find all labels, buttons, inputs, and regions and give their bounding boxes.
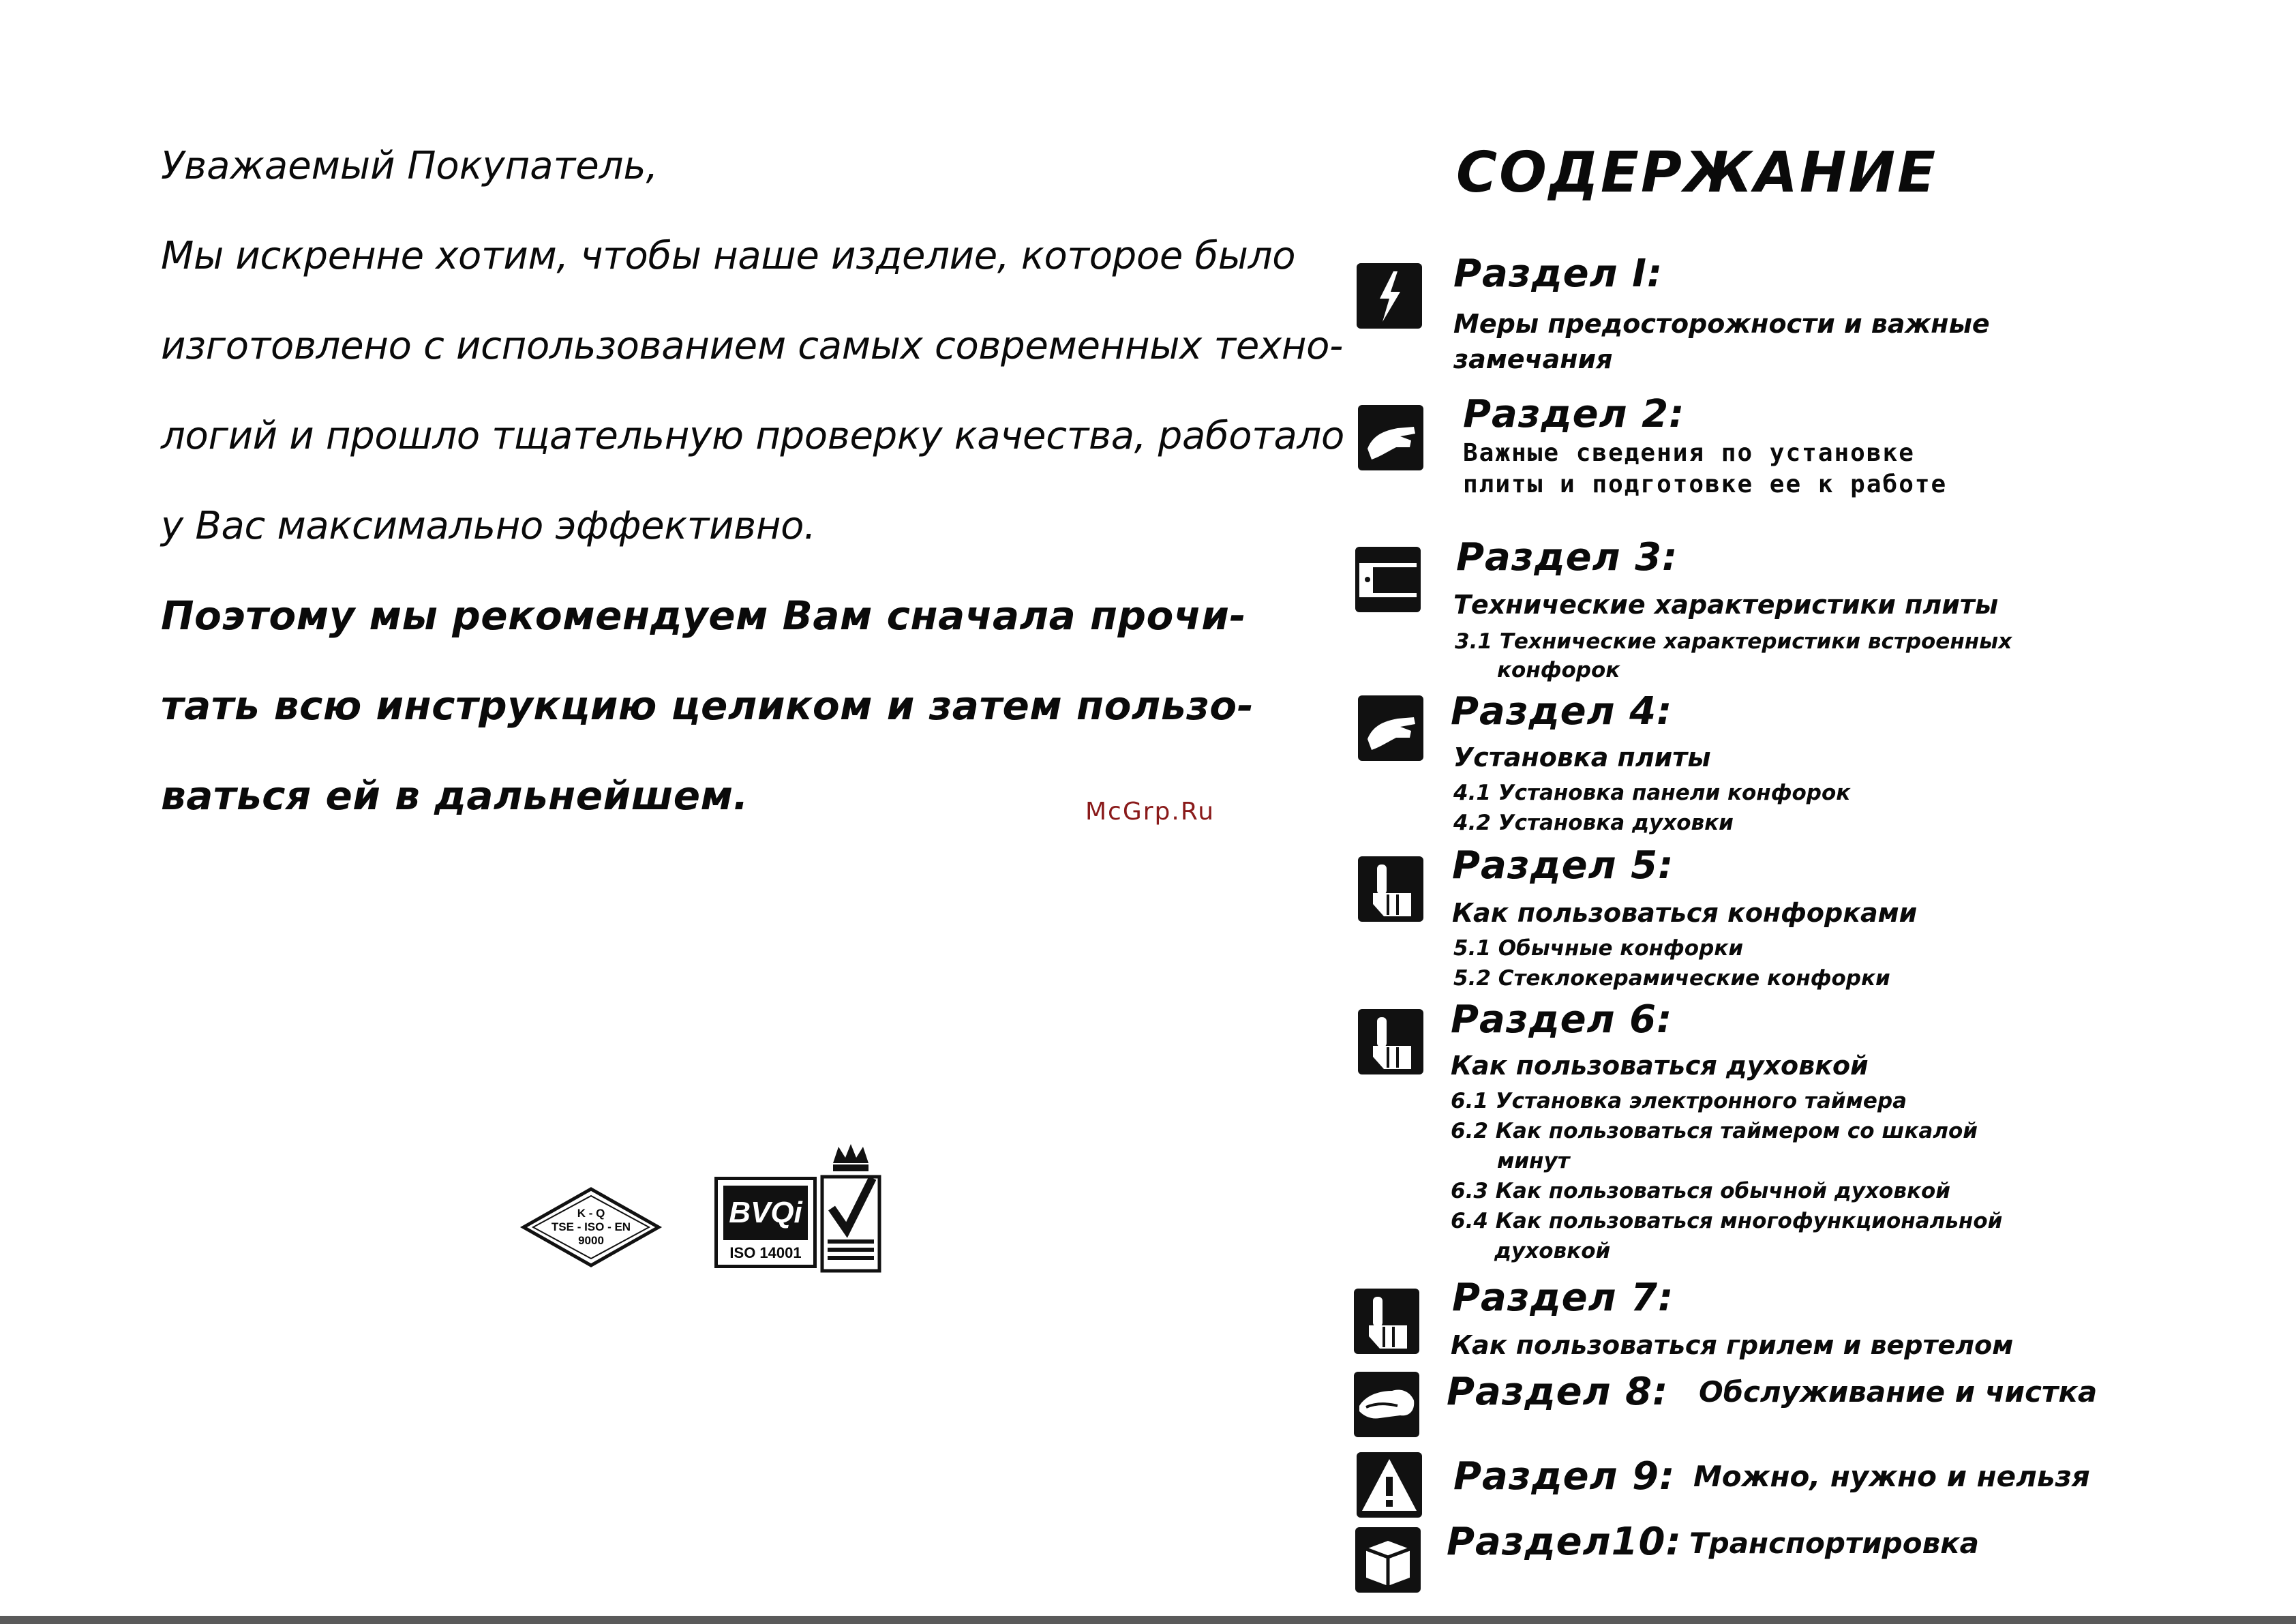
section-2-title: плиты и подготовке ее к работе	[1463, 470, 1948, 498]
section-6-subitem: духовкой	[1494, 1239, 1611, 1263]
kq-certification-logo	[519, 1186, 663, 1268]
section-7-heading: Раздел 7:	[1452, 1276, 1674, 1320]
section-6-title: Как пользоваться духовкой	[1451, 1051, 1869, 1081]
warning-triangle-icon	[1355, 1451, 1423, 1519]
section-10-title: Транспортировка	[1689, 1527, 1980, 1560]
section-1-title: замечания	[1453, 344, 1613, 374]
section-4-subitem: 4.2 Установка духовки	[1453, 811, 1734, 835]
section-4-heading: Раздел 4:	[1451, 689, 1673, 734]
bvqi-certification-logo	[714, 1140, 885, 1276]
section-3-subitem: 3.1 Технические характеристики встроенных	[1455, 629, 2012, 654]
salutation: Уважаемый Покупатель,	[161, 144, 659, 188]
section-3-title: Технические характеристики плиты	[1453, 590, 1999, 620]
section-5-title: Как пользоваться конфорками	[1452, 898, 1918, 928]
pointing-finger-icon	[1357, 855, 1425, 923]
bvqi-iso-label: ISO 14001	[729, 1244, 802, 1261]
section-5-subitem: 5.2 Стеклокерамические конфорки	[1453, 966, 1890, 991]
hand-icon	[1357, 404, 1425, 472]
bvqi-label: BVQi	[723, 1186, 808, 1240]
section-4-subitem: 4.1 Установка панели конфорок	[1453, 781, 1851, 805]
section-6-heading: Раздел 6:	[1451, 997, 1673, 1042]
section-4-title: Установка плиты	[1453, 742, 1711, 772]
section-3-subitem: конфорок	[1497, 658, 1620, 682]
section-8-heading: Раздел 8:	[1447, 1370, 1669, 1414]
section-2-heading: Раздел 2:	[1463, 392, 1685, 436]
section-9-heading: Раздел 9:	[1453, 1454, 1676, 1499]
recommendation-line: Поэтому мы рекомендуем Вам сначала прочи-	[161, 592, 1246, 639]
section-6-subitem: 6.2 Как пользоваться таймером со шкалой	[1451, 1119, 1978, 1143]
bottom-rule	[0, 1616, 2296, 1624]
kq-label: K - Q	[577, 1207, 605, 1220]
intro-paragraph-line: логий и прошло тщательную проверку качества, работало	[161, 414, 1344, 458]
pointing-finger-icon	[1357, 1008, 1425, 1076]
section-7-title: Как пользоваться грилем и вертелом	[1451, 1330, 2014, 1360]
section-6-subitem: минут	[1497, 1149, 1570, 1173]
recommendation-line: тать всю инструкцию целиком и затем пользо-	[161, 682, 1254, 729]
bvqi-box	[714, 1177, 817, 1268]
pointing-finger-icon	[1353, 1287, 1421, 1355]
cleaning-hand-icon	[1353, 1370, 1421, 1439]
section-6-subitem: 6.4 Как пользоваться многофункциональной	[1451, 1209, 2003, 1233]
section-6-subitem: 6.1 Установка электронного таймера	[1451, 1089, 1907, 1113]
section-2-title: Важные сведения по установке	[1463, 439, 1915, 467]
lightning-icon	[1355, 262, 1423, 330]
intro-paragraph-line: Мы искренне хотим, чтобы наше изделие, которое было	[161, 234, 1296, 278]
kq-number-label: 9000	[578, 1234, 604, 1247]
kq-standard-label: TSE - ISO - EN	[551, 1220, 631, 1233]
section-5-subitem: 5.1 Обычные конфорки	[1453, 936, 1744, 961]
hand-icon	[1357, 694, 1425, 762]
watermark-text: McGrp.Ru	[1085, 798, 1215, 826]
contents-title: СОДЕРЖАНИЕ	[1456, 140, 1938, 205]
crown-check-icon	[818, 1140, 883, 1274]
section-8-title: Обслуживание и чистка	[1699, 1375, 2098, 1409]
section-10-heading: Раздел10:	[1447, 1520, 1682, 1564]
section-9-title: Можно, нужно и нельзя	[1693, 1460, 2090, 1493]
intro-paragraph-line: изготовлено с использованием самых современных техно-	[161, 324, 1344, 368]
section-1-title: Меры предосторожности и важные	[1453, 309, 1990, 339]
section-1-heading: Раздел I:	[1453, 252, 1663, 296]
section-5-heading: Раздел 5:	[1452, 843, 1674, 888]
box-icon	[1354, 1526, 1422, 1594]
section-3-heading: Раздел 3:	[1456, 535, 1678, 580]
intro-paragraph-line: у Вас максимально эффективно.	[161, 504, 816, 548]
stove-icon	[1354, 545, 1422, 614]
section-6-subitem: 6.3 Как пользоваться обычной духовкой	[1451, 1179, 1951, 1203]
recommendation-line: ваться ей в дальнейшем.	[161, 772, 749, 819]
